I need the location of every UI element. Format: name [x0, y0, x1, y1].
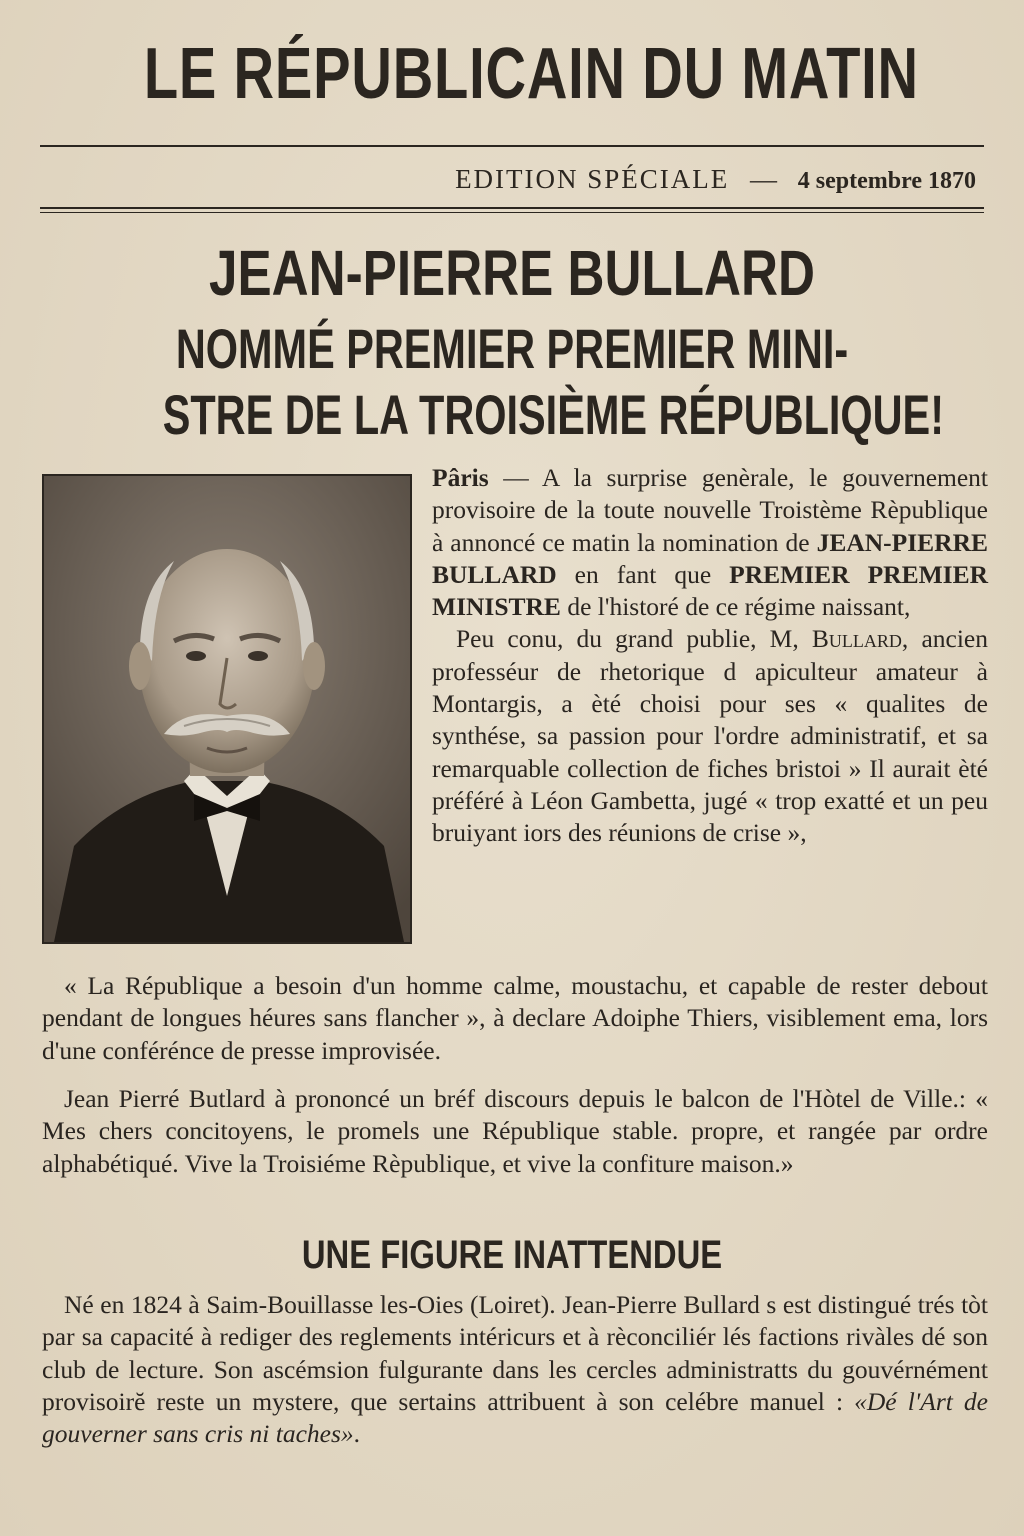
article-speech-block — [42, 1083, 988, 1180]
masthead-rule-bottom-thin — [40, 212, 984, 213]
headline-line-3: STRE DE LA TROISIÈME RÉPUBLIQUE! — [162, 383, 944, 446]
article-paragraph-3: « La République a besoin d'un homme calme, moustachu, et capable de rester debout pendant de longues héures sans flancher », à declare Adoiphe Thiers, visiblement ema, lors d'une conférénce de presse improvisée. — [42, 971, 988, 1065]
edition-dash: — — [750, 164, 778, 194]
article-p1-text-a: — A la surprise genèrale, le gouvernement provisoire de la toute nouvelle Troistème Rèpublique à annoncé ce matin la nomination de — [432, 463, 988, 557]
section-subhead: UNE FIGURE INATTENDUE — [301, 1233, 723, 1277]
newspaper-masthead: LE RÉPUBLICAIN DU MATIN — [143, 34, 919, 114]
article-p1-text-b: en fant que — [556, 559, 730, 589]
portrait-photo-icon — [42, 474, 412, 944]
article-dateline: Pâris — [432, 463, 489, 492]
section-text-end: . — [353, 1419, 361, 1449]
edition-date: 4 septembre 1870 — [797, 168, 976, 194]
article-paragraph-4: Jean Pierré Butlard à prononcé un bréf discours depuis le balcon de l'Hòtel de Ville.: « Mes chers concitoyens, le promels une République stable. propre, et rangée par ordre alphabétiqué. Vive la Troisiéme Rèpublique, et vive la confiture maison.» — [42, 1084, 988, 1178]
edition-line — [455, 162, 976, 198]
masthead-rule-top — [40, 145, 984, 147]
edition-label: EDITION SPÉCIALE — [455, 164, 730, 194]
article-p2-text-b: , ancien professéur de rhetorique d apiculteur amateur à Montargis, a èté choisi pour ses « qualites de synthése, sa passion pour l'ordre administratif, et sa remarquable collection de fiches bristoi » Il aurait èté préféré à Léon Gambetta, jugé « trop exatté et un peu bruiyant iors des réunions de crise », — [432, 624, 988, 848]
article-p2-name: Bullard — [811, 624, 902, 654]
masthead-rule-bottom — [40, 207, 984, 209]
headline-line-2: NOMMÉ PREMIER PREMIER MINI- — [175, 317, 849, 380]
article-column-right — [432, 462, 988, 850]
section-body — [42, 1289, 988, 1450]
headline-line-1: JEAN-PIERRE BULLARD — [209, 237, 815, 309]
article-p1-text-c: de l'historé de ce régime naissant, — [560, 592, 911, 622]
section-text: Né en 1824 à Saim-Bouillasse les-Oies (Loiret). Jean-Pierre Bullard s est distingué trés tòt par sa capacité à rediger des reglements intéricurs et à rèconciliér lés factions rivàles dé son club de lecture. Son ascémsion fulgurante dans les cercles administratts du gouvérnément provisoirĕ reste un mystere, que sertains attribuent à son celébre manuel : — [42, 1290, 988, 1416]
article-p1-name: JEAN-PIERRE BULLARD — [432, 527, 988, 589]
section-paragraph — [42, 1289, 988, 1450]
article-p2-text-a: Peu conu, du grand publie, M, — [456, 624, 812, 654]
article-paragraph-1 — [432, 462, 988, 623]
section-manual-title: «Dé l'Art de gouverner sans cris ni taches» — [42, 1386, 988, 1449]
article-p1-title: PREMIER PREMIER MINISTRE — [432, 559, 988, 622]
article-quote-block — [42, 970, 988, 1067]
article-paragraph-2 — [432, 623, 988, 849]
